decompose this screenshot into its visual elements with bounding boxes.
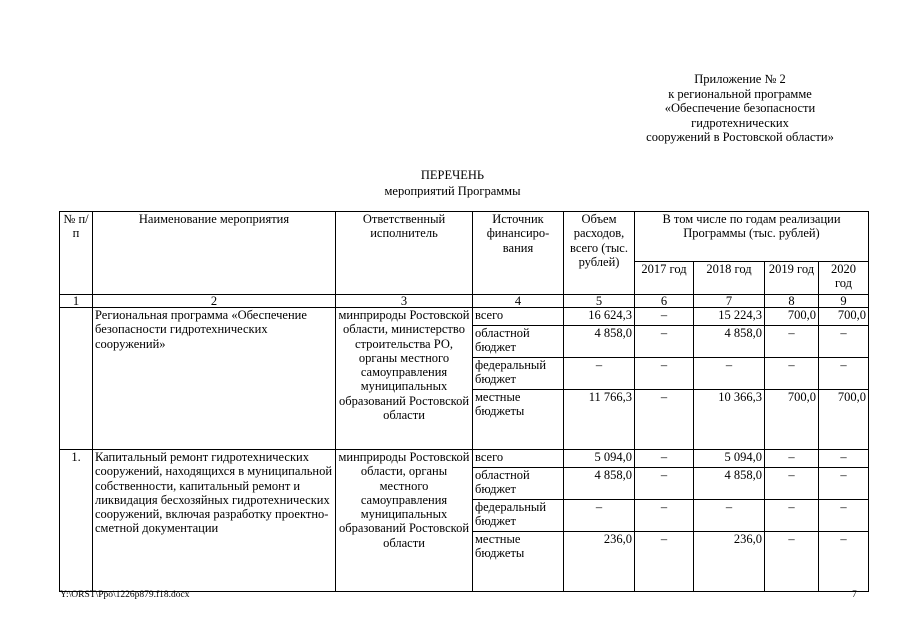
amount-2017: –	[635, 450, 694, 468]
header-name: Наименование мероприятия	[93, 212, 336, 295]
total-amount: –	[564, 358, 635, 390]
funding-source: всего	[473, 450, 564, 468]
total-amount: 4 858,0	[564, 468, 635, 500]
amount-2020: 700,0	[819, 308, 869, 326]
column-number: 4	[473, 295, 564, 308]
amount-2017: –	[635, 326, 694, 358]
total-amount: 16 624,3	[564, 308, 635, 326]
column-number: 1	[60, 295, 93, 308]
amount-2017: –	[635, 308, 694, 326]
header-years-group: В том числе по годам реализации Программы (тыс. рублей)	[635, 212, 869, 262]
column-number: 5	[564, 295, 635, 308]
funding-source: федеральный бюджет	[473, 358, 564, 390]
column-number-row	[60, 295, 869, 308]
measure-executor: минприроды Ростовской области, министерство строительства РО, органы местного самоуправления муниципальных образований Ростовской области	[336, 308, 473, 450]
amount-2018: 5 094,0	[694, 450, 765, 468]
header-year-2020: 2020 год	[819, 262, 869, 295]
amount-2018: 236,0	[694, 532, 765, 592]
amount-2020: –	[819, 326, 869, 358]
amount-2017: –	[635, 500, 694, 532]
file-path: Y:\ORST\Ppo\1226p879.f18.docx	[60, 590, 190, 600]
column-number: 3	[336, 295, 473, 308]
amount-2017: –	[635, 390, 694, 450]
appendix-line: Приложение № 2	[694, 72, 786, 86]
funding-source: областной бюджет	[473, 326, 564, 358]
table-row	[60, 308, 869, 326]
amount-2017: –	[635, 358, 694, 390]
total-amount: 11 766,3	[564, 390, 635, 450]
amount-2019: –	[765, 532, 819, 592]
appendix-line: сооружений в Ростовской области»	[646, 130, 834, 144]
column-number: 6	[635, 295, 694, 308]
measure-name: Капитальный ремонт гидротехнических сооружений, находящихся в муниципальной собственности, капитальный ремонт и ликвидация бесхозяйных гидротехнических сооружений, включая разработку проектно-сметной документации	[93, 450, 336, 592]
amount-2019: 700,0	[765, 308, 819, 326]
total-amount: 236,0	[564, 532, 635, 592]
amount-2020: 700,0	[819, 390, 869, 450]
document-title: ПЕРЕЧЕНЬ	[420, 168, 485, 182]
funding-source: местные бюджеты	[473, 532, 564, 592]
total-amount: 5 094,0	[564, 450, 635, 468]
amount-2018: –	[694, 358, 765, 390]
amount-2018: 4 858,0	[694, 326, 765, 358]
measure-number	[60, 308, 93, 450]
funding-source: всего	[473, 308, 564, 326]
funding-source: федеральный бюджет	[473, 500, 564, 532]
amount-2020: –	[819, 500, 869, 532]
total-amount: 4 858,0	[564, 326, 635, 358]
appendix-line: «Обеспечение безопасности	[664, 101, 816, 115]
amount-2017: –	[635, 532, 694, 592]
amount-2018: –	[694, 500, 765, 532]
header-year-2018: 2018 год	[694, 262, 765, 295]
column-number: 7	[694, 295, 765, 308]
amount-2019: –	[765, 468, 819, 500]
amount-2018: 15 224,3	[694, 308, 765, 326]
appendix-line: гидротехнических	[691, 115, 789, 130]
document-subtitle: мероприятий Программы	[384, 184, 521, 198]
page-number: 7	[852, 590, 857, 600]
amount-2019: 700,0	[765, 390, 819, 450]
measure-name: Региональная программа «Обеспечение безопасности гидротехнических сооружений»	[93, 308, 336, 450]
amount-2020: –	[819, 532, 869, 592]
header-executor: Ответственный исполнитель	[336, 212, 473, 295]
measure-executor: минприроды Ростовской области, органы местного самоуправления муниципальных образований Ростовской области	[336, 450, 473, 592]
funding-source: местные бюджеты	[473, 390, 564, 450]
header-source: Источник финансиро-вания	[473, 212, 564, 295]
amount-2020: –	[819, 358, 869, 390]
column-number: 8	[765, 295, 819, 308]
header-num: № п/п	[60, 212, 93, 295]
measures-table	[59, 211, 869, 592]
appendix-line: к региональной программе	[668, 86, 812, 101]
amount-2018: 4 858,0	[694, 468, 765, 500]
amount-2017: –	[635, 468, 694, 500]
amount-2019: –	[765, 450, 819, 468]
amount-2020: –	[819, 468, 869, 500]
funding-source: областной бюджет	[473, 468, 564, 500]
table-row	[60, 450, 869, 468]
amount-2019: –	[765, 326, 819, 358]
total-amount: –	[564, 500, 635, 532]
amount-2018: 10 366,3	[694, 390, 765, 450]
amount-2020: –	[819, 450, 869, 468]
amount-2019: –	[765, 500, 819, 532]
column-number: 9	[819, 295, 869, 308]
header-volume: Объем расходов, всего (тыс. рублей)	[564, 212, 635, 295]
measure-number: 1.	[60, 450, 93, 592]
column-number: 2	[93, 295, 336, 308]
amount-2019: –	[765, 358, 819, 390]
header-year-2019: 2019 год	[765, 262, 819, 295]
header-year-2017: 2017 год	[635, 262, 694, 295]
appendix-heading	[560, 72, 905, 145]
